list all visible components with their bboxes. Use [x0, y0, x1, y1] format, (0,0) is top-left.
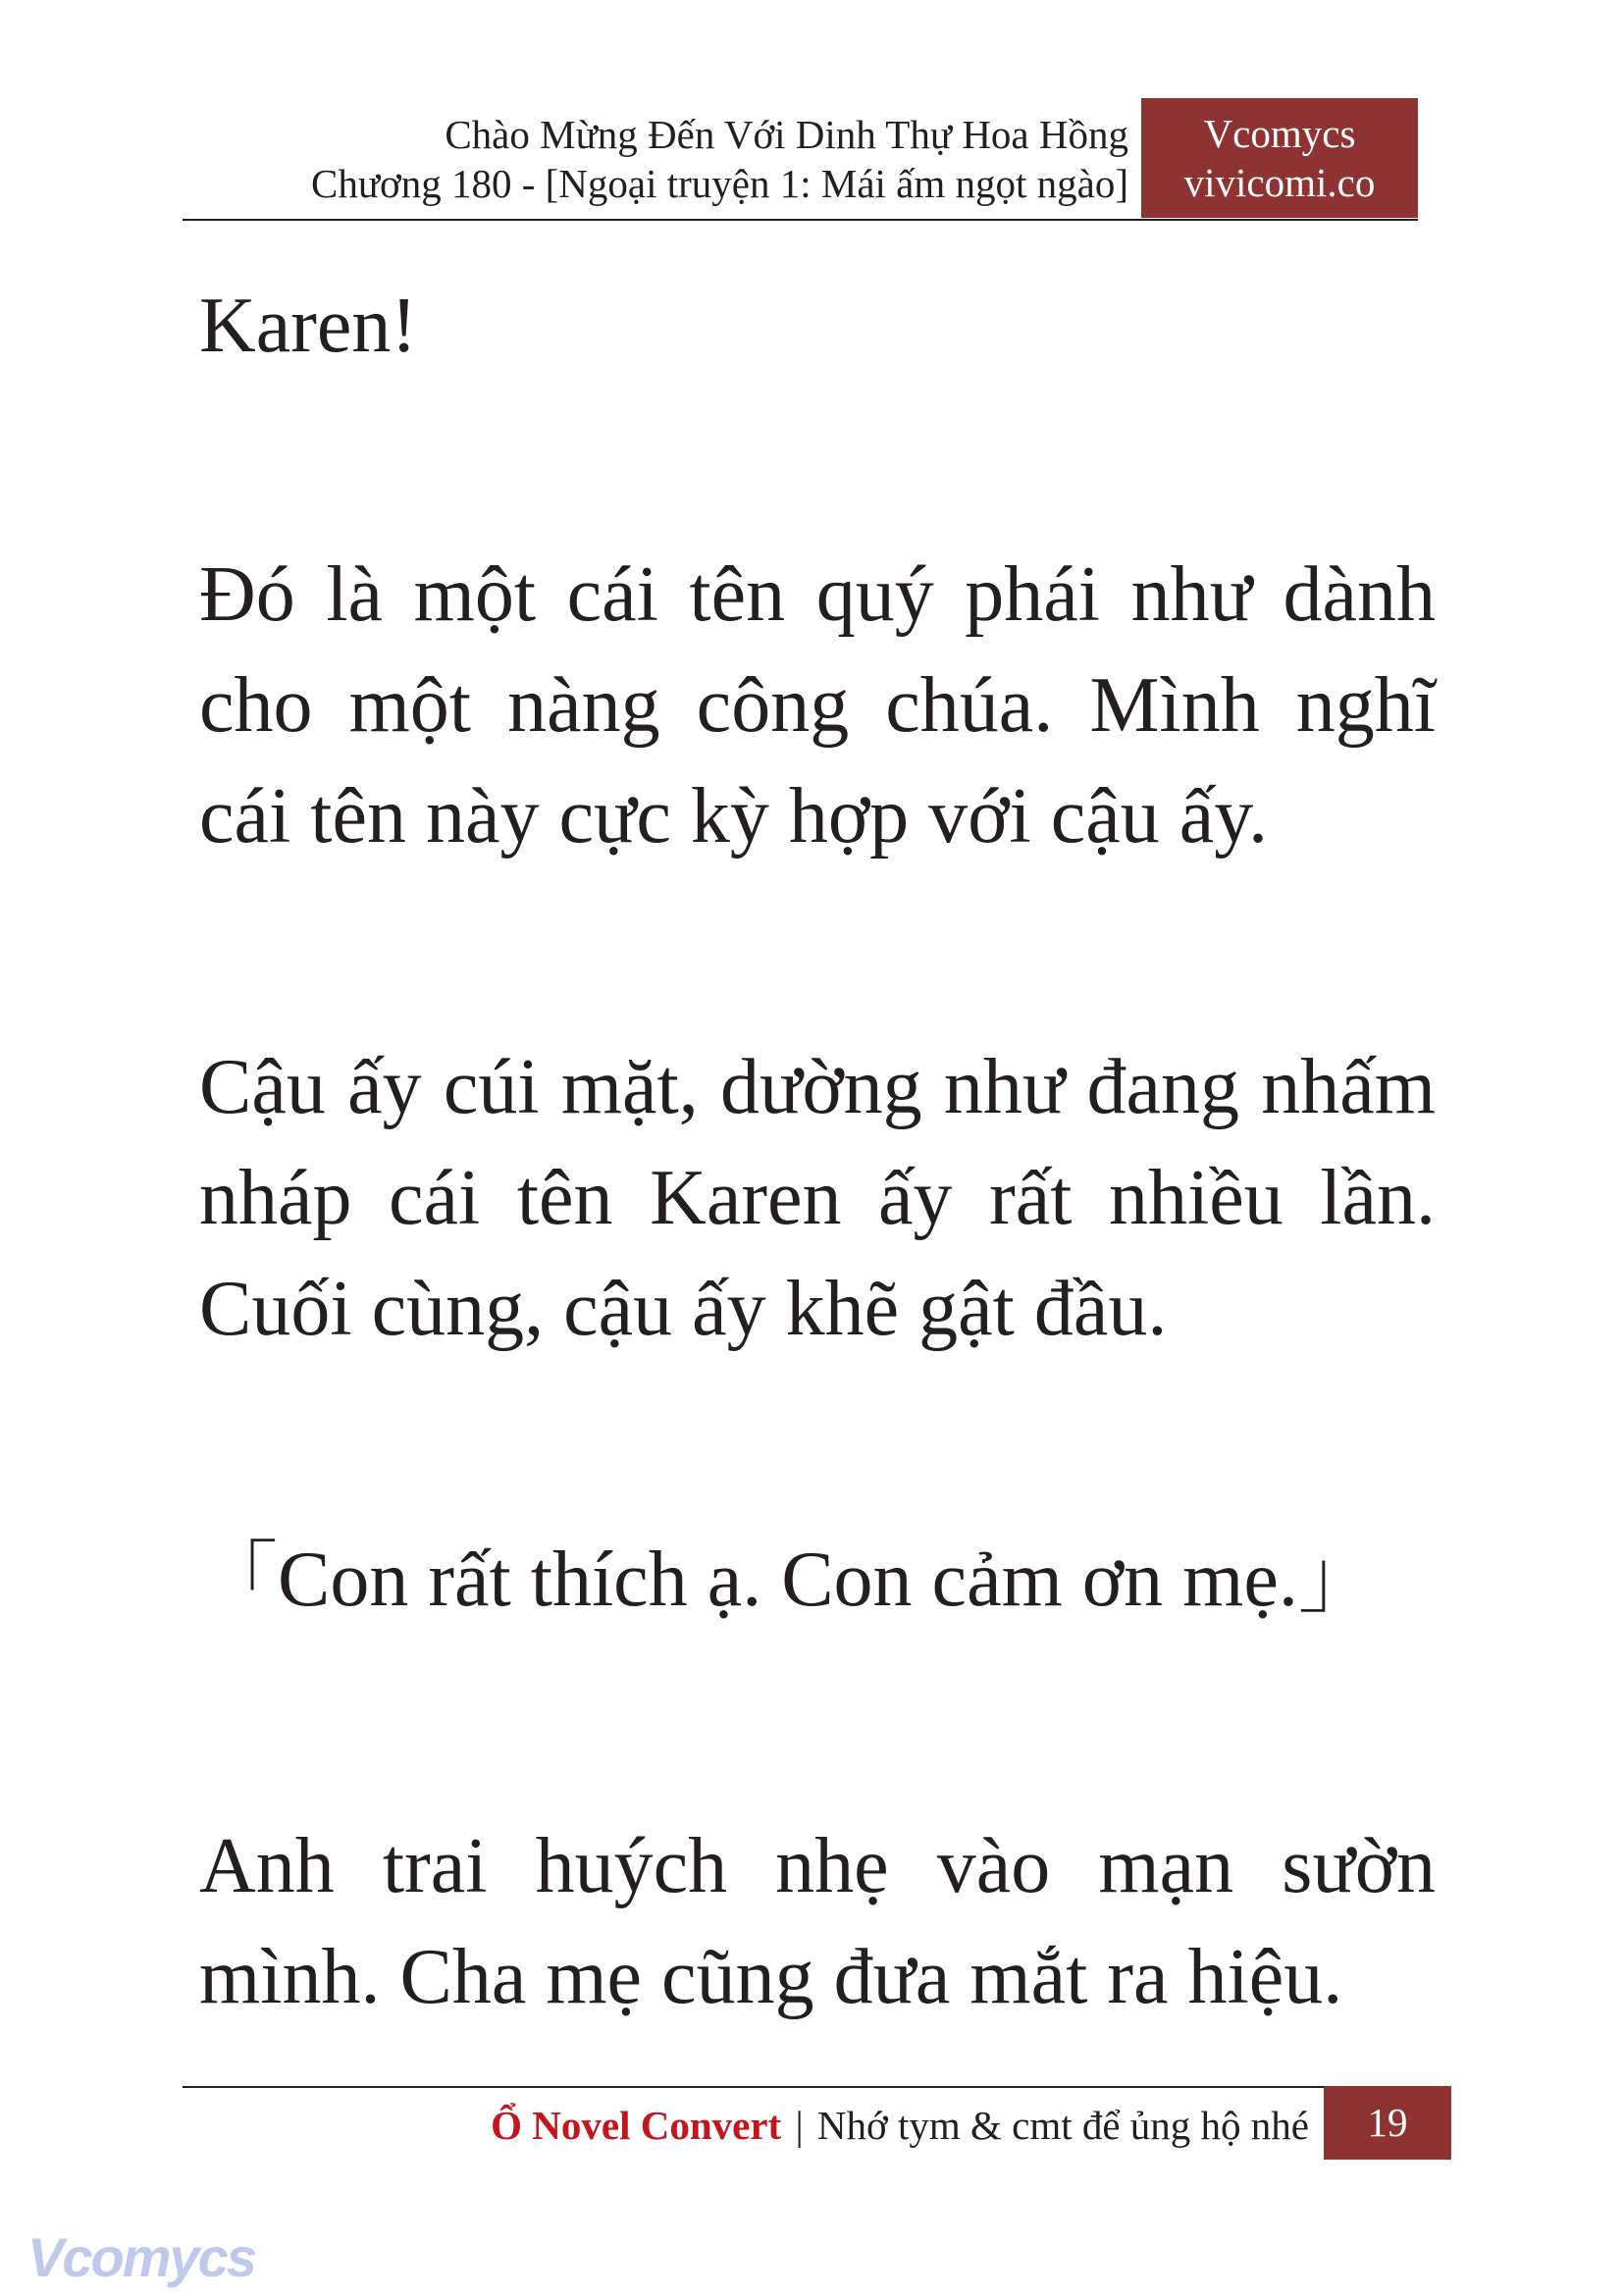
book-title: Chào Mừng Đến Với Dinh Thự Hoa Hồng: [445, 112, 1128, 157]
brand-name: Vcomycs: [1203, 111, 1356, 156]
page-footer: [183, 2086, 1451, 2160]
paragraph-1: Karen!: [199, 283, 418, 369]
footer-divider: [183, 2086, 1451, 2088]
paragraph-5: Anh trai huých nhẹ vào mạn sườn mình. Cha mẹ cũng đưa mắt ra hiệu.: [199, 1823, 1436, 2020]
footer-separator: |: [795, 2103, 804, 2148]
paragraph-3: Cậu ấy cúi mặt, dường như đang nhấm nháp cái tên Karen ấy rất nhiều lần. Cuối cùng, cậu ấy khẽ gật đầu.: [199, 1044, 1436, 1352]
header-titles: [311, 110, 1128, 208]
paragraph-2: Đó là một cái tên quý phái như dành cho một nàng công chúa. Mình nghĩ cái tên này cực kỳ hợp với cậu ấy.: [199, 551, 1436, 860]
brand-site: vivicomi.co: [1183, 160, 1376, 205]
watermark-logo: Vcomycs: [27, 2226, 255, 2288]
header-brand-box: [1141, 98, 1418, 218]
page-header: [183, 98, 1418, 218]
chapter-title: Chương 180 - [Ngoại truyện 1: Mái ấm ngọt ngào]: [310, 161, 1128, 206]
footer-message: Nhớ tym & cmt để ủng hộ nhé: [816, 2103, 1309, 2148]
footer-brand: Ổ Novel Convert: [491, 2103, 782, 2148]
page-number: 19: [1324, 2086, 1451, 2160]
paragraph-4: 「Con rất thích ạ. Con cảm ơn mẹ.」: [199, 1537, 1377, 1623]
header-divider: [183, 219, 1418, 221]
footer-text: [491, 2096, 1309, 2155]
